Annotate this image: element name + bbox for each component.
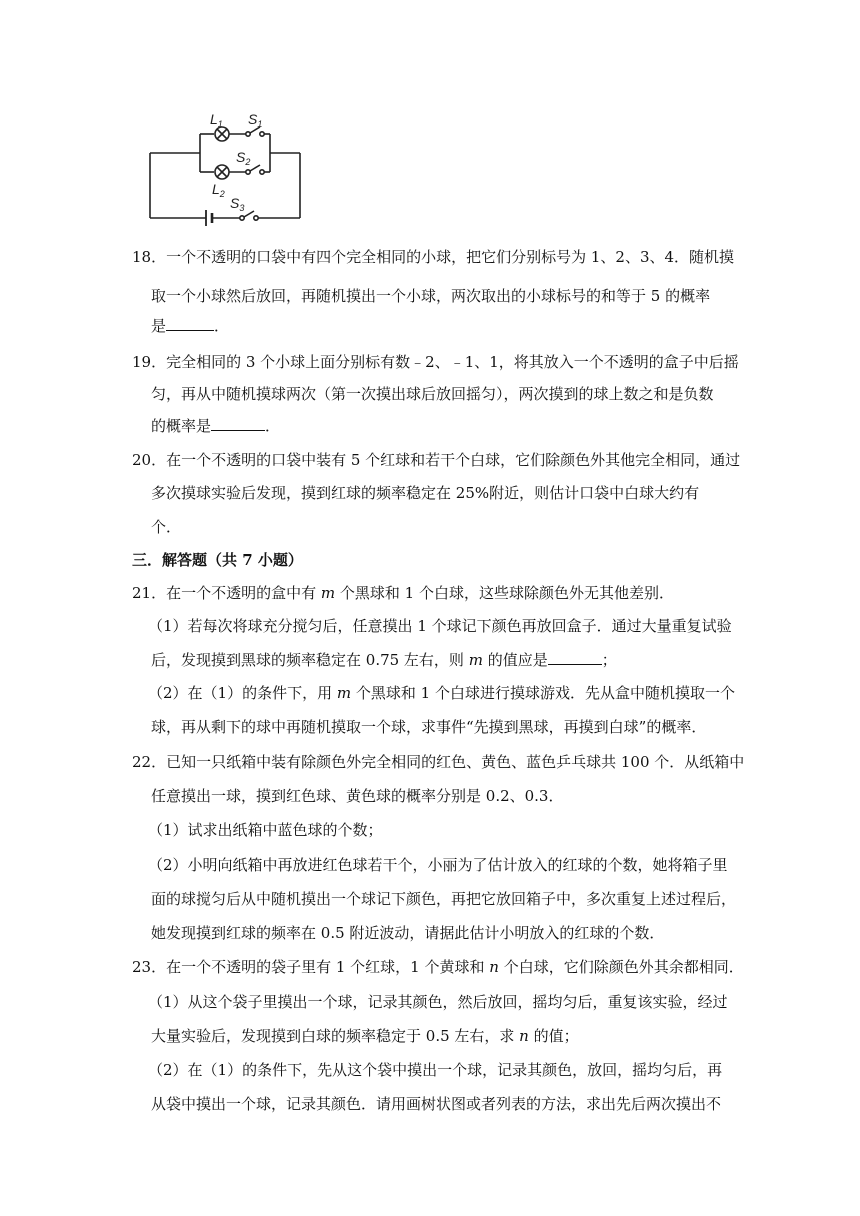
q21-p1-text-a: 后，发现摸到黑球的频率稳定在 0.75 左右，则 — [151, 651, 469, 669]
q21-text-b: 个黑球和 1 个白球，这些球除颜色外无其他差别． — [335, 584, 674, 602]
q23-part2-line1: （2）在（1）的条件下，先从这个袋中摸出一个球，记录其颜色，放回，摇均匀后，再 — [148, 1061, 723, 1079]
q18-line3 — [151, 315, 229, 336]
q19-line1: 19．完全相同的 3 个小球上面分别标有数﹣2、﹣1、1，将其放入一个不透明的盒子中后摇 — [132, 353, 739, 371]
q18-line3-text: 是 — [151, 317, 167, 335]
q22-part2-line3: 她发现摸到红球的频率在 0.5 附近波动，请据此估计小明放入的红球的个数． — [151, 924, 665, 942]
q21-line1 — [132, 583, 674, 603]
answer-blank-q21[interactable] — [548, 649, 602, 665]
q22-part2-line2: 面的球搅匀后从中随机摸出一个球记下颜色，再把它放回箱子中，多次重复上述过程后， — [151, 890, 737, 908]
q18-period: ． — [214, 317, 230, 335]
q22-part2-line1: （2）小明向纸箱中再放进红色球若干个，小丽为了估计放入的红球的个数，她将箱子里 — [148, 856, 728, 874]
q21-part1-line2 — [151, 649, 617, 670]
q23-line1 — [132, 957, 744, 977]
q23-p1-text-a: 大量实验后，发现摸到白球的频率稳定于 0.5 左右，求 — [151, 1027, 520, 1045]
q19-line3 — [151, 415, 280, 436]
q21-part2-line2: 球，再从剩下的球中再随机摸取一个球，求事件“先摸到黑球，再摸到白球”的概率． — [151, 718, 707, 736]
q19-line3-text: 的概率是 — [151, 417, 212, 435]
q19-line2: 匀，再从中随机摸球两次（第一次摸出球后放回摇匀），两次摸到的球上数之和是负数 — [151, 385, 714, 403]
q20-line3: 个． — [151, 518, 182, 536]
q21-p1-text-c: ； — [601, 651, 617, 669]
q19-period: ． — [265, 417, 281, 435]
circuit-diagram — [140, 108, 310, 226]
q18-line1: 18．一个不透明的口袋中有四个完全相同的小球，把它们分别标号为 1、2、3、4．随机摸 — [132, 248, 735, 266]
q23-p1-text-b: 的值； — [528, 1027, 579, 1045]
q18-line2: 取一个小球然后放回，再随机摸出一个小球，两次取出的小球标号的和等于 5 的概率 — [151, 287, 711, 305]
q22-line1: 22．已知一只纸箱中装有除颜色外完全相同的红色、黄色、蓝色乒乓球共 100 个．从纸箱中 — [132, 753, 745, 771]
q21-p2-text-b: 个黑球和 1 个白球进行摸球游戏．先从盒中随机摸取一个 — [351, 684, 735, 702]
q23-text-a: 23．在一个不透明的袋子里有 1 个红球，1 个黄球和 — [132, 958, 490, 976]
q21-p1-text-b: 的值应是 — [482, 651, 548, 669]
q23-text-b: 个白球，它们除颜色外其余都相同． — [498, 958, 744, 976]
answer-blank-q18[interactable] — [166, 315, 214, 331]
q21-part1-line1: （1）若每次将球充分搅匀后，任意摸出 1 个球记下颜色再放回盒子．通过大量重复试验 — [148, 617, 732, 635]
answer-blank-q19[interactable] — [211, 415, 265, 431]
q22-part1: （1）试求出纸箱中蓝色球的个数； — [148, 821, 383, 839]
q21-text-a: 21．在一个不透明的盒中有 — [132, 584, 321, 602]
q23-part1-line2 — [151, 1026, 579, 1046]
q21-p2-text-a: （2）在（1）的条件下，用 — [148, 684, 337, 702]
label-L2: $L_2$ — [212, 181, 225, 199]
q22-line2: 任意摸出一球，摸到红色球、黄色球的概率分别是 0.2、0.3． — [151, 787, 564, 805]
label-L1: $L_1$ — [210, 111, 223, 129]
var-m: m — [320, 584, 336, 602]
q20-line2: 多次摸球实验后发现，摸到红球的频率稳定在 25%附近，则估计口袋中白球大约有 — [151, 484, 700, 502]
q23-part1-line1: （1）从这个袋子里摸出一个球，记录其颜色，然后放回，摇均匀后，重复该实验，经过 — [148, 993, 728, 1011]
var-n: n — [489, 958, 499, 976]
q21-part2-line1 — [148, 683, 735, 703]
var-m: m — [468, 651, 483, 669]
section-heading: 三．解答题（共 7 小题） — [132, 551, 303, 569]
q20-line1: 20．在一个不透明的口袋中装有 5 个红球和若干个白球，它们除颜色外其他完全相同，通过 — [132, 451, 741, 469]
label-S3: $S_3$ — [230, 195, 245, 213]
var-m: m — [336, 684, 352, 702]
q23-part2-line2: 从袋中摸出一个球，记录其颜色．请用画树状图或者列表的方法，求出先后两次摸出不 — [151, 1095, 722, 1113]
label-S2: $S_2$ — [236, 149, 251, 167]
label-S1: $S_1$ — [248, 111, 263, 129]
var-n: n — [519, 1027, 529, 1045]
